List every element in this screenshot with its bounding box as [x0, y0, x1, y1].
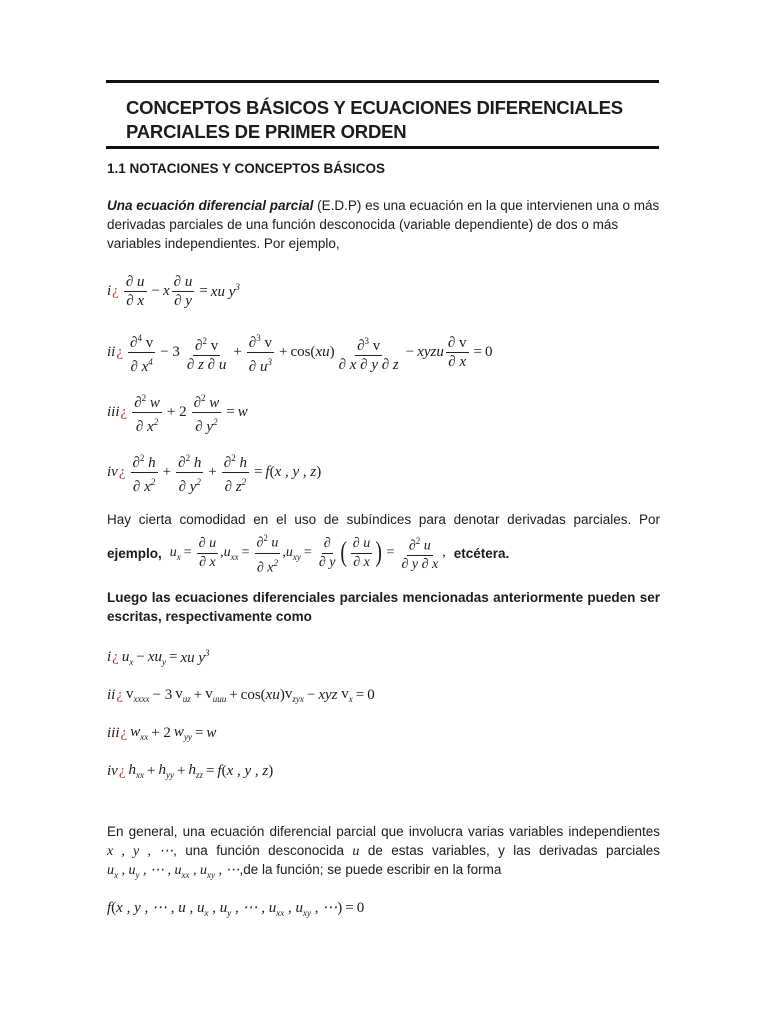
general-line2: x , y , ⋯, una función desconocida u de estas variables, y las derivadas parciales [107, 843, 660, 859]
intro-term: Una ecuación diferencial parcial [107, 198, 314, 213]
equation-i-subscript: i ¿ $u_x$ − $xu_y$ = xu $y^3$ [107, 648, 210, 667]
general-line3: $u_x$ , $u_y$ , ⋯ , $u_{xx}$ , $u_{xy}$ , ⋯,de la función; se puede escribir en la forma [107, 862, 502, 880]
equation-ii-derivative: ii ¿ $\frac{\partial^4 v}{\partial x^4}$ − 3 $\frac{\partial^2 v}{\partial z \partial u}$ + $\frac{\partial^3 v}{\partial u^3}$ + cos(xu) $\frac{\partial^3 v}{\partial x \partial y \partial z}$ − xyzu $\frac{\partial v}{\partial x}$ = 0 [107, 330, 493, 375]
section-heading: 1.1 NOTACIONES Y CONCEPTOS BÁSICOS [107, 161, 386, 176]
equation-iv-subscript: iv ¿ $h_{xx}$ + $h_{yy}$ + $h_{zz}$ = f ( x , y , z ) [107, 762, 274, 780]
equation-iv-derivative: iv ¿ $\frac{\partial^2 h}{\partial x^2}$ + $\frac{\partial^2 h}{\partial y^2}$ + $\frac{\partial^2 h}{\partial z^2}$ = f ( x , y , z ) [107, 450, 321, 495]
equation-iii-derivative: iii ¿ $\frac{\partial^2 w}{\partial x^2}$ + 2 $\frac{\partial^2 w}{\partial y^2}$ = w [107, 390, 248, 435]
general-line1: En general, una ecuación diferencial parcial que involucra varias variables independientes [107, 824, 660, 839]
page-title: CONCEPTOS BÁSICOS Y ECUACIONES DIFERENCIALES PARCIALES DE PRIMER ORDEN [126, 97, 623, 142]
title-rule-bottom [106, 146, 659, 149]
intro-text: (E.D.P) es una ecuación en la que intervienen una o más derivadas parciales de una función desconocida (variable dependiente) de dos o más variables independientes. Por ejemplo, [107, 198, 660, 251]
intro-paragraph [107, 196, 660, 253]
subscript-paragraph-line1: Hay cierta comodidad en el uso de subíndices para denotar derivadas parciales. Por [107, 512, 660, 527]
equation-i-derivative: i ¿ $\frac{\partial u}{\partial x}$ − x $\frac{\partial u}{\partial y}$ = xu $y^3$ [107, 274, 240, 309]
equation-iii-subscript: iii ¿ $w_{xx}$ + 2 $w_{yy}$ = w [107, 724, 217, 742]
rewrite-paragraph: Luego las ecuaciones diferenciales parciales mencionadas anteriormente pueden ser escritas, respectivamente como [107, 590, 660, 624]
subscript-examples: ejemplo, $u_x$ = $\frac{\partial u}{\partial x}$ , $u_{xx}$ = $\frac{\partial^2 u}{\partial x^2}$ , $u_{xy}$ = $\frac{\partial}{\partial y}$ ( $\frac{\partial u}{\partial x}$ ) = $\frac{\partial^2 u}{\partial y \partial x}$ , etcétera. [107, 530, 509, 576]
general-form-equation: f ( x , y , ⋯ , u , $u_x$ , $u_y$ , ⋯ , $u_{xx}$ , $u_{xy}$ , ⋯ ) = 0 [107, 899, 365, 918]
title-rule-top [106, 80, 659, 83]
equation-ii-subscript: ii ¿ $v_{xxxx}$ − 3 $v_{uz}$ + $v_{uuu}$ + cos(xu) $v_{zyx}$ − xyz $v_x$ = 0 [107, 686, 375, 704]
